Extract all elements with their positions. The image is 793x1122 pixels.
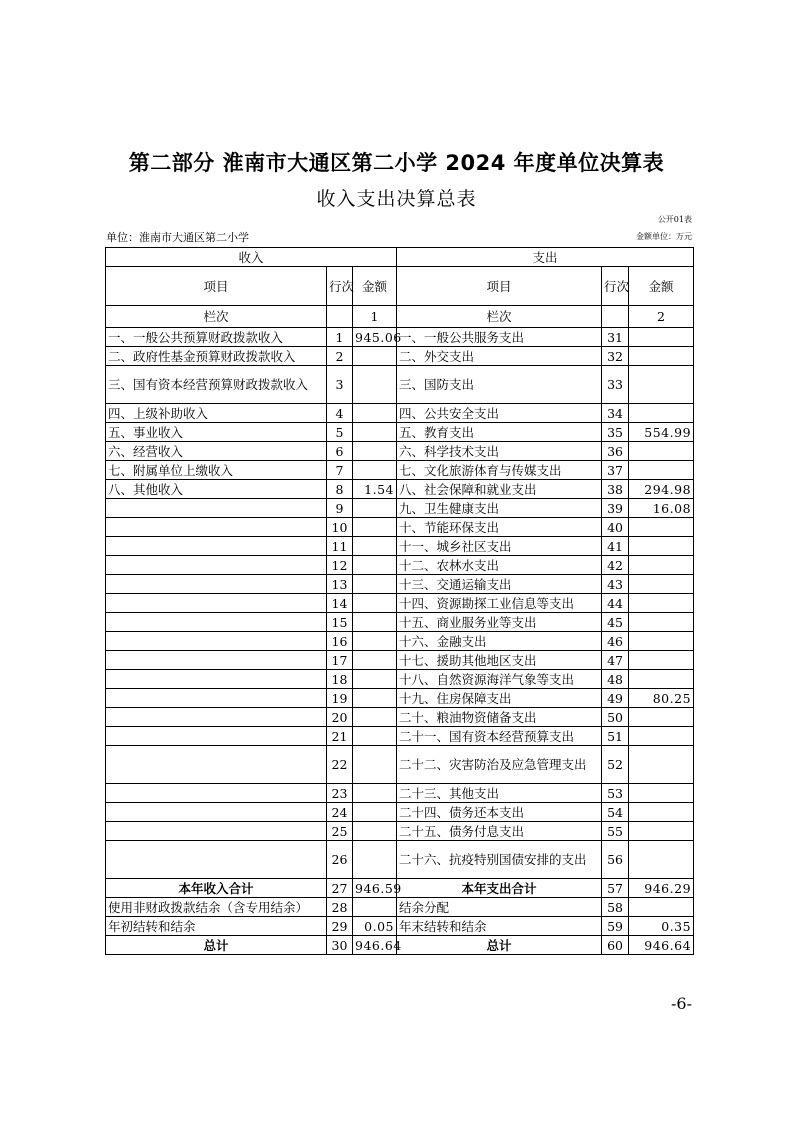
income-line-cell: 17 [327,651,353,670]
expense-item-cell: 十五、商业服务业等支出 [397,613,602,632]
table-row [106,575,694,594]
expense-amount-cell [629,556,694,575]
income-amount-cell [353,537,397,556]
expense-line-cell: 35 [602,423,629,442]
income-item-cell: 四、上级补助收入 [106,404,327,423]
form-number: 公开01表 [657,215,692,224]
income-item-cell [106,632,327,651]
expense-amount-cell [629,404,694,423]
expense-amount-cell [629,708,694,727]
income-item-cell [106,556,327,575]
income-item-cell [106,727,327,746]
income-amount-cell [353,442,397,461]
expense-item-cell: 十八、自然资源海洋气象等支出 [397,670,602,689]
expense-item-cell: 二十六、抗疫特别国债安排的支出 [397,841,602,879]
year-expense-total-label: 本年支出合计 [397,879,602,898]
income-item-cell: 七、附属单位上缴收入 [106,461,327,480]
income-amount-cell [353,651,397,670]
expense-amount-cell: 16.08 [629,499,694,518]
nonfiscal-surplus-amount [353,898,397,917]
opening-balance-label: 年初结转和结余 [106,917,327,936]
income-item-cell [106,803,327,822]
income-line-cell: 14 [327,594,353,613]
income-amount-cell [353,461,397,480]
expense-line-cell: 44 [602,594,629,613]
budget-summary-table [105,247,694,955]
expense-line-cell: 50 [602,708,629,727]
expense-line-cell: 48 [602,670,629,689]
table-row [106,822,694,841]
income-line-cell: 4 [327,404,353,423]
expense-amount-cell [629,575,694,594]
income-line-cell: 6 [327,442,353,461]
surplus-distribution-amount [629,898,694,917]
income-amount-cell [353,632,397,651]
income-item-cell [106,518,327,537]
expense-amount-cell [629,442,694,461]
grand-income-total-label: 总计 [106,936,327,955]
income-line-cell: 8 [327,480,353,499]
table-row [106,841,694,879]
income-line-cell: 5 [327,423,353,442]
income-amount-cell [353,727,397,746]
income-item-cell [106,689,327,708]
expense-amount-cell [629,727,694,746]
income-amount-cell [353,746,397,784]
expense-amount-cell: 294.98 [629,480,694,499]
table-row [106,366,694,404]
income-item-cell [106,537,327,556]
income-line-cell: 24 [327,803,353,822]
table-row [106,784,694,803]
income-line-cell: 26 [327,841,353,879]
expense-item-cell: 十六、金融支出 [397,632,602,651]
income-column-label: 栏次 [106,306,327,328]
income-line-cell: 15 [327,613,353,632]
income-item-cell [106,651,327,670]
expense-amount-cell [629,841,694,879]
income-line-cell: 2 [327,347,353,366]
income-line-header: 行次 [327,267,353,306]
table-row [106,613,694,632]
expense-amount-cell [629,461,694,480]
expense-amount-cell [629,632,694,651]
table-row [106,423,694,442]
income-line-cell: 13 [327,575,353,594]
income-item-cell [106,841,327,879]
closing-balance-amount: 0.35 [629,917,694,936]
grand-income-total-amount: 946.64 [353,936,397,955]
expense-column-line-empty [602,306,629,328]
expense-item-cell: 十、节能环保支出 [397,518,602,537]
income-line-cell: 23 [327,784,353,803]
grand-income-total-line: 30 [327,936,353,955]
income-amount-cell [353,347,397,366]
income-line-cell: 10 [327,518,353,537]
income-item-cell [106,613,327,632]
income-item-cell: 六、经营收入 [106,442,327,461]
expense-item-cell: 二十、粮油物资储备支出 [397,708,602,727]
expense-amount-cell [629,537,694,556]
income-line-cell: 18 [327,670,353,689]
income-item-cell [106,575,327,594]
income-amount-cell [353,841,397,879]
surplus-distribution-label: 结余分配 [397,898,602,917]
expense-item-cell: 二十二、灾害防治及应急管理支出 [397,746,602,784]
table-row [106,461,694,480]
income-line-cell: 9 [327,499,353,518]
year-income-total-line: 27 [327,879,353,898]
income-item-cell [106,670,327,689]
income-item-cell: 一、一般公共预算财政拨款收入 [106,328,327,347]
income-amount-cell: 1.54 [353,480,397,499]
income-amount-cell [353,708,397,727]
expense-line-cell: 38 [602,480,629,499]
income-amount-header: 金额 [353,267,397,306]
expense-line-cell: 40 [602,518,629,537]
income-amount-cell [353,784,397,803]
page-number: -6- [671,994,692,1013]
income-amount-cell [353,822,397,841]
expense-line-cell: 52 [602,746,629,784]
expense-amount-cell: 554.99 [629,423,694,442]
expense-amount-cell [629,670,694,689]
expense-item-cell: 二、外交支出 [397,347,602,366]
expense-line-cell: 43 [602,575,629,594]
expense-item-cell: 二十三、其他支出 [397,784,602,803]
income-amount-cell [353,575,397,594]
grand-expense-total-label: 总计 [397,936,602,955]
expense-item-cell: 十九、住房保障支出 [397,689,602,708]
nonfiscal-surplus-line: 28 [327,898,353,917]
expense-item-cell: 一、一般公共服务支出 [397,328,602,347]
income-amount-cell [353,499,397,518]
expense-item-cell: 八、社会保障和就业支出 [397,480,602,499]
income-line-cell: 3 [327,366,353,404]
income-amount-cell [353,670,397,689]
expense-item-cell: 九、卫生健康支出 [397,499,602,518]
expense-amount-cell [629,822,694,841]
expense-item-cell: 六、科学技术支出 [397,442,602,461]
expense-amount-cell [629,347,694,366]
income-item-cell [106,784,327,803]
year-expense-total-line: 57 [602,879,629,898]
expense-line-cell: 32 [602,347,629,366]
income-item-cell [106,746,327,784]
expense-line-cell: 39 [602,499,629,518]
expense-column-number: 2 [629,306,694,328]
expense-item-cell: 七、文化旅游体育与传媒支出 [397,461,602,480]
table-row [106,708,694,727]
income-line-cell: 21 [327,727,353,746]
income-amount-cell [353,594,397,613]
expense-column-label: 栏次 [397,306,602,328]
expense-amount-cell [629,594,694,613]
page-title: 第二部分 淮南市大通区第二小学 2024 年度单位决算表 [128,151,665,175]
table-row [106,442,694,461]
expense-line-cell: 51 [602,727,629,746]
table-row [106,689,694,708]
expense-amount-cell [629,518,694,537]
income-line-cell: 16 [327,632,353,651]
income-amount-cell [353,556,397,575]
income-line-cell: 20 [327,708,353,727]
income-line-cell: 1 [327,328,353,347]
expense-amount-cell [629,651,694,670]
year-income-total-amount: 946.59 [353,879,397,898]
table-row [106,537,694,556]
income-amount-cell [353,423,397,442]
income-item-cell [106,708,327,727]
expense-item-cell: 五、教育支出 [397,423,602,442]
expense-item-cell: 二十一、国有资本经营预算支出 [397,727,602,746]
table-row [106,347,694,366]
unit-label: 单位：淮南市大通区第二小学 [106,231,249,244]
closing-balance-line: 59 [602,917,629,936]
table-row [106,727,694,746]
table-row [106,480,694,499]
expense-item-cell: 十四、资源勘探工业信息等支出 [397,594,602,613]
expense-item-cell: 二十四、债务还本支出 [397,803,602,822]
income-column-line-empty [327,306,353,328]
opening-balance-line: 29 [327,917,353,936]
income-line-cell: 19 [327,689,353,708]
expense-line-cell: 34 [602,404,629,423]
table-row [106,632,694,651]
income-amount-cell [353,689,397,708]
table-row [106,499,694,518]
table-subtitle: 收入支出决算总表 [316,188,477,210]
income-line-cell: 22 [327,746,353,784]
expense-item-cell: 四、公共安全支出 [397,404,602,423]
expense-item-cell: 十二、农林水支出 [397,556,602,575]
income-line-cell: 11 [327,537,353,556]
grand-expense-total-line: 60 [602,936,629,955]
expense-amount-cell [629,366,694,404]
income-line-cell: 25 [327,822,353,841]
income-amount-cell: 945.06 [353,328,397,347]
expense-amount-cell [629,803,694,822]
expense-line-cell: 41 [602,537,629,556]
expense-line-cell: 53 [602,784,629,803]
table-row [106,651,694,670]
income-amount-cell [353,518,397,537]
expense-line-cell: 42 [602,556,629,575]
expense-amount-cell [629,746,694,784]
income-item-cell: 三、国有资本经营预算财政拨款收入 [106,366,327,404]
expense-amount-cell [629,613,694,632]
income-line-cell: 7 [327,461,353,480]
expense-line-cell: 47 [602,651,629,670]
table-row [106,746,694,784]
expense-amount-header: 金额 [629,267,694,306]
table-row [106,803,694,822]
income-item-cell: 八、其他收入 [106,480,327,499]
expense-item-cell: 三、国防支出 [397,366,602,404]
income-column-number: 1 [353,306,397,328]
expense-amount-cell [629,784,694,803]
expense-item-header: 项目 [397,267,602,306]
expense-line-cell: 54 [602,803,629,822]
income-item-cell: 二、政府性基金预算财政拨款收入 [106,347,327,366]
expense-line-header: 行次 [602,267,629,306]
income-item-cell [106,822,327,841]
expense-line-cell: 36 [602,442,629,461]
expense-line-cell: 31 [602,328,629,347]
expense-item-cell: 二十五、债务付息支出 [397,822,602,841]
expense-amount-cell: 80.25 [629,689,694,708]
expense-section-header: 支出 [397,248,694,267]
expense-line-cell: 37 [602,461,629,480]
income-amount-cell [353,366,397,404]
expense-amount-cell [629,328,694,347]
income-item-cell: 五、事业收入 [106,423,327,442]
table-row [106,404,694,423]
opening-balance-amount: 0.05 [353,917,397,936]
expense-line-cell: 55 [602,822,629,841]
income-section-header: 收入 [106,248,397,267]
table-row [106,328,694,347]
amount-unit-label: 金额单位：万元 [636,232,692,241]
income-item-header: 项目 [106,267,327,306]
expense-item-cell: 十七、援助其他地区支出 [397,651,602,670]
income-item-cell [106,594,327,613]
expense-item-cell: 十三、交通运输支出 [397,575,602,594]
table-row [106,518,694,537]
year-expense-total-amount: 946.29 [629,879,694,898]
income-amount-cell [353,404,397,423]
grand-expense-total-amount: 946.64 [629,936,694,955]
year-income-total-label: 本年收入合计 [106,879,327,898]
expense-line-cell: 45 [602,613,629,632]
income-line-cell: 12 [327,556,353,575]
nonfiscal-surplus-label: 使用非财政拨款结余（含专用结余） [106,898,327,917]
table-row [106,594,694,613]
closing-balance-label: 年末结转和结余 [397,917,602,936]
expense-item-cell: 十一、城乡社区支出 [397,537,602,556]
surplus-distribution-line: 58 [602,898,629,917]
expense-line-cell: 49 [602,689,629,708]
table-row [106,670,694,689]
income-amount-cell [353,613,397,632]
expense-line-cell: 33 [602,366,629,404]
table-row [106,556,694,575]
income-amount-cell [353,803,397,822]
income-item-cell [106,499,327,518]
expense-line-cell: 56 [602,841,629,879]
expense-line-cell: 46 [602,632,629,651]
